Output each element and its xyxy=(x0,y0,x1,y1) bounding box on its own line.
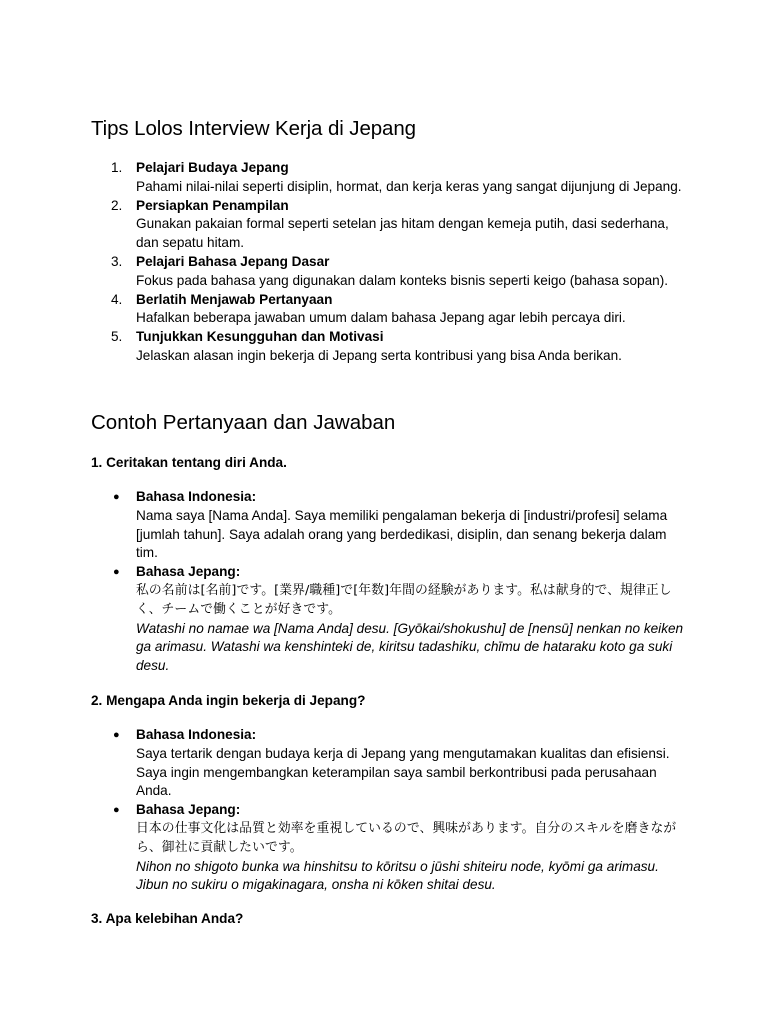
tips-list xyxy=(91,159,691,366)
answer-romaji-text: Nihon no shigoto bunka wa hinshitsu to kōritsu o jūshi shiteiru node, kyōmi ga arimasu. Jibun no sukiru o migakinagara, onsha ni kōken shitai desu. xyxy=(136,858,659,893)
bullet: ● xyxy=(113,729,120,741)
answer-romaji-text: Watashi no namae wa [Nama Anda] desu. [Gyōkai/shokushu] de [nensū] nenkan no keiken ga arimasu. Watashi wa kenshinteki de, kiritsu tadashiku, chīmu de hataraku koto ga suki desu. xyxy=(136,620,684,674)
answer-label: Bahasa Jepang: xyxy=(136,564,241,580)
question-heading: 2. Mengapa Anda ingin bekerja di Jepang? xyxy=(91,693,366,708)
tip-heading: Persiapkan Penampilan xyxy=(136,197,289,213)
tip-number: 1. xyxy=(111,160,123,175)
answer-japanese-text: 私の名前は[名前]です。[業界/職種]で[年数]年間の経験があります。私は献身的で、規律正しく、チームで働くことが好きです。 xyxy=(136,582,672,617)
tip-body: Jelaskan alasan ingin bekerja di Jepang serta kontribusi yang bisa Anda berikan. xyxy=(136,347,622,363)
bullet: ● xyxy=(113,566,120,579)
tip-item xyxy=(91,159,691,197)
section-title: Contoh Pertanyaan dan Jawaban xyxy=(91,411,396,434)
tip-body: Fokus pada bahasa yang digunakan dalam konteks bisnis seperti keigo (bahasa sopan). xyxy=(136,272,669,288)
page-title: Tips Lolos Interview Kerja di Jepang xyxy=(91,117,416,140)
tip-item xyxy=(91,197,691,253)
tip-heading: Pelajari Bahasa Jepang Dasar xyxy=(136,253,330,269)
answer-list xyxy=(91,488,691,676)
answer-item-indonesian xyxy=(91,726,691,801)
answer-item-indonesian xyxy=(91,488,691,563)
tip-number: 2. xyxy=(111,197,123,213)
tip-number: 3. xyxy=(111,253,123,269)
tip-item xyxy=(91,328,691,366)
bullet: ● xyxy=(113,804,120,817)
answer-item-japanese xyxy=(91,563,691,676)
tip-number: 4. xyxy=(111,291,123,307)
question-heading: 3. Apa kelebihan Anda? xyxy=(91,911,244,926)
tip-heading: Tunjukkan Kesungguhan dan Motivasi xyxy=(136,329,384,345)
answer-label: Bahasa Indonesia: xyxy=(136,489,257,504)
question-heading: 1. Ceritakan tentang diri Anda. xyxy=(91,455,287,470)
answer-text: Nama saya [Nama Anda]. Saya memiliki pengalaman bekerja di [industri/profesi] selama [jumlah tahun]. Saya adalah orang yang berdedikasi, disiplin, dan senang bekerja dalam tim. xyxy=(136,507,668,561)
answer-list xyxy=(91,726,691,895)
bullet: ● xyxy=(113,491,120,503)
tip-body: Pahami nilai-nilai seperti disiplin, hormat, dan kerja keras yang sangat dijunjung di Jepang. xyxy=(136,178,682,194)
tip-heading: Berlatih Menjawab Pertanyaan xyxy=(136,291,333,307)
answer-japanese-text: 日本の仕事文化は品質と効率を重視しているので、興味があります。自分のスキルを磨きながら、御社に貢献したいです。 xyxy=(136,820,677,855)
tip-number: 5. xyxy=(111,329,123,345)
tip-item xyxy=(91,253,691,291)
answer-text: Saya tertarik dengan budaya kerja di Jepang yang mengutamakan kualitas dan efisiensi. Saya ingin mengembangkan keterampilan saya sambil berkontribusi pada perusahaan Anda. xyxy=(136,745,670,799)
tip-body: Gunakan pakaian formal seperti setelan jas hitam dengan kemeja putih, dasi sederhana, dan sepatu hitam. xyxy=(136,216,669,251)
answer-label: Bahasa Indonesia: xyxy=(136,727,257,742)
tip-item xyxy=(91,291,691,329)
answer-item-japanese xyxy=(91,801,691,895)
tip-body: Hafalkan beberapa jawaban umum dalam bahasa Jepang agar lebih percaya diri. xyxy=(136,310,626,326)
tip-heading: Pelajari Budaya Jepang xyxy=(136,160,289,175)
answer-label: Bahasa Jepang: xyxy=(136,802,241,818)
